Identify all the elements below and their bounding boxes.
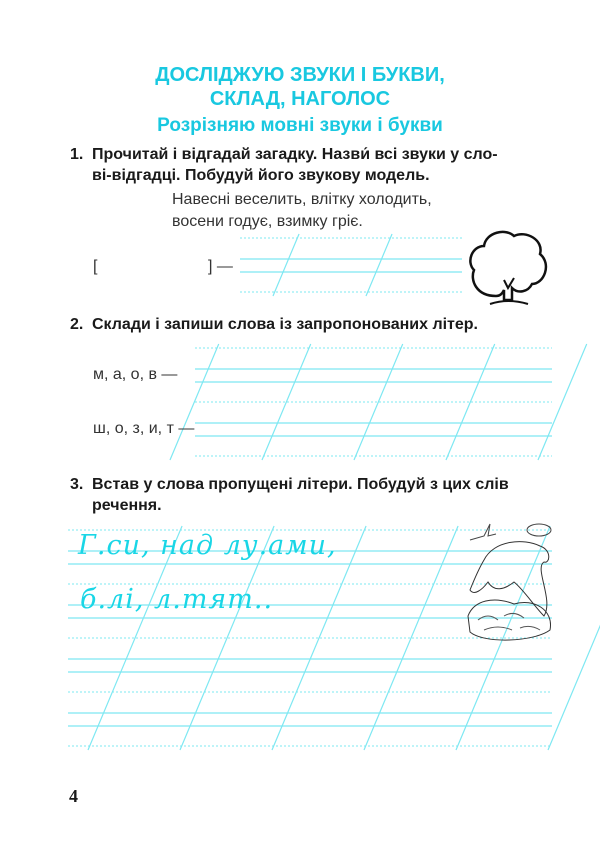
task-text: Склади і запиши слова із запропонованих літер.: [92, 316, 478, 333]
letters-set-1: м, а, о, в —: [93, 366, 178, 383]
bracket-close: ] —: [208, 258, 233, 275]
task-text-line: Прочитай і відгадай загадку. Назви́ всі звуки у сло-: [92, 146, 498, 163]
slant-line: [366, 234, 392, 296]
task-number: 3.: [70, 476, 84, 493]
task-text-line: речення.: [92, 497, 162, 514]
slant-line: [538, 344, 587, 460]
bracket-open: [: [93, 258, 98, 275]
subtitle: Розрізняю мовні звуки і букви: [157, 115, 443, 136]
title-line-1: ДОСЛІДЖУЮ ЗВУКИ І БУКВИ,: [155, 64, 445, 86]
tree-icon: [466, 224, 552, 310]
task-number: 1.: [70, 146, 84, 163]
riddle: [172, 189, 432, 233]
cursive-line-1: Г.си, над лу.ами,: [78, 530, 337, 561]
page-number: 4: [69, 786, 78, 806]
letters-set-2: ш, о, з, и, т —: [93, 420, 195, 437]
task-text: [92, 474, 509, 516]
slant-line: [364, 526, 458, 750]
task-text: [92, 144, 498, 186]
task-text-line: ві-відгадці. Побудуй його звукову модель.: [92, 167, 430, 184]
geese-illustration: [464, 520, 558, 648]
riddle-line: Навесні веселить, влітку холодить,: [172, 191, 432, 208]
slant-line: [273, 234, 299, 296]
cursive-line-2: б.лі, л.тят..: [80, 584, 274, 615]
task-text-line: Встав у слова пропущені літери. Побудуй з цих слів: [92, 476, 509, 493]
title-line-2: СКЛАД, НАГОЛОС: [209, 88, 391, 110]
riddle-line: восени годує, взимку гріє.: [172, 213, 363, 230]
task-number: 2.: [70, 316, 84, 333]
